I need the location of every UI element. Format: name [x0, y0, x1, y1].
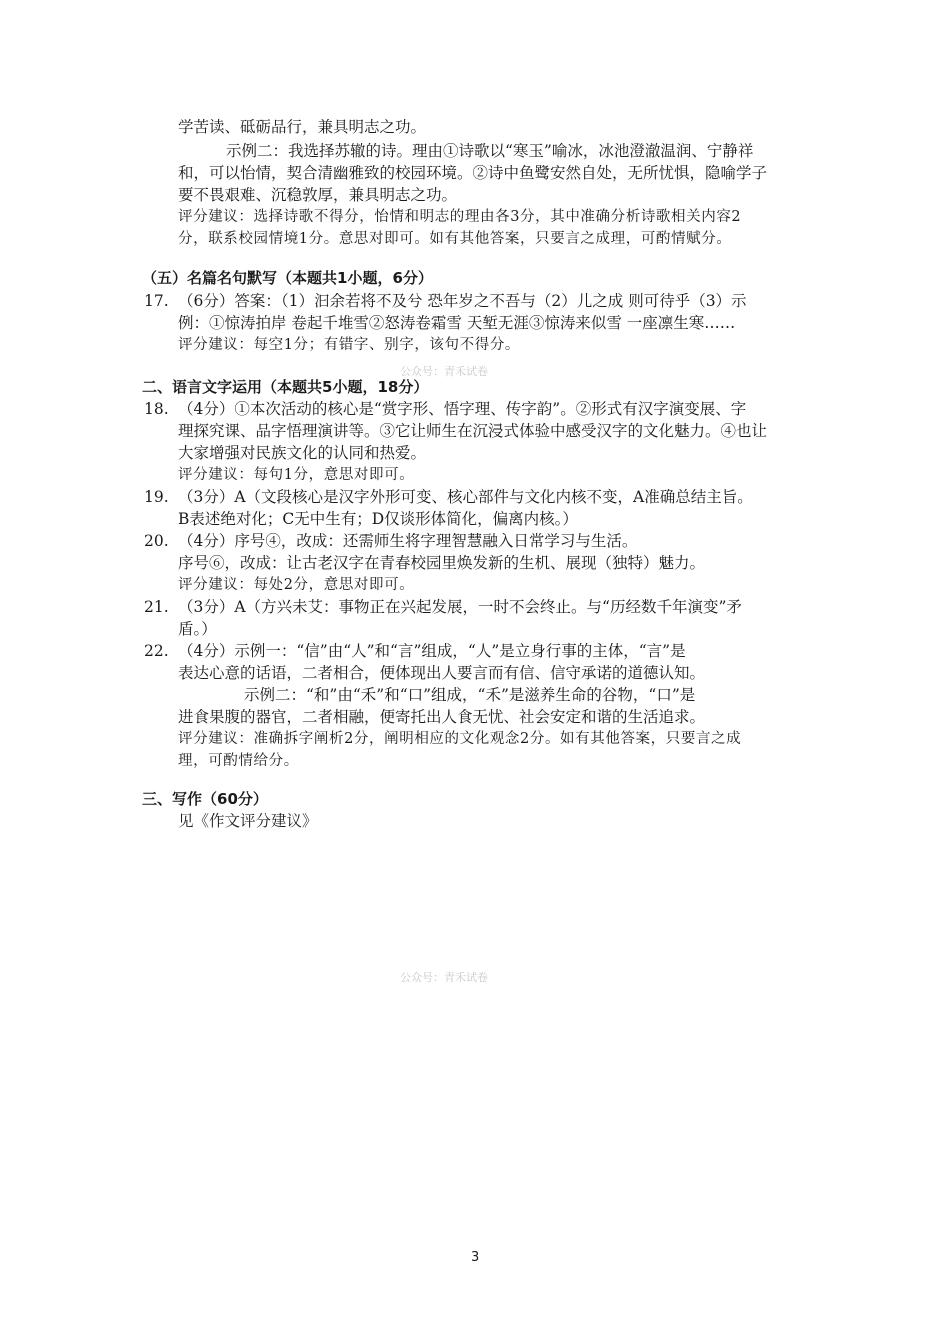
- scoring-note: 评分建议：选择诗歌不得分，怡情和明志的理由各3分，其中准确分析诗歌相关内容2: [178, 209, 742, 225]
- page-number: 3: [471, 1250, 480, 1265]
- scoring-note: 理，可酌情给分。: [178, 753, 299, 769]
- answer-text: 进食果腹的器官，二者相融，便寄托出人食无忧、社会安定和谐的生活追求。: [178, 708, 706, 726]
- question-number: 18.: [144, 400, 169, 418]
- answer-text: （3分）A（文段核心是汉字外形可变、核心部件与文化内核不变，A准确总结主旨。: [178, 488, 753, 506]
- scoring-note: 评分建议：准确拆字阐析2分，阐明相应的文化观念2分。如有其他答案，只要言之成: [178, 731, 742, 747]
- answer-text: 表达心意的话语，二者相合，便体现出人要言而有信、信守承诺的道德认知。: [178, 664, 706, 682]
- question-number: 17.: [144, 292, 169, 310]
- answer-text: 要不畏艰难、沉稳敦厚，兼具明志之功。: [178, 186, 458, 204]
- watermark: 公众号：青禾试卷: [400, 365, 488, 378]
- answer-text: （3分）A（方兴未艾：事物正在兴起发展，一时不会终止。与“历经数千年演变”矛: [178, 598, 742, 616]
- answer-text: 示例二：“和”由“禾”和“口”组成，“禾”是滋养生命的谷物，“口”是: [244, 686, 696, 704]
- answer-text: 示例二：我选择苏辙的诗。理由①诗歌以“寒玉”喻冰，冰池澄澈温润、宁静祥: [226, 142, 754, 160]
- question-17: [144, 290, 747, 312]
- answer-text: （6分）答案：（1）汩余若将不及兮 恐年岁之不吾与（2）儿之成 则可待乎（3）示: [178, 292, 747, 310]
- answer-text: 大家增强对民族文化的认同和热爱。: [178, 444, 427, 462]
- scoring-note: 评分建议：每处2分，意思对即可。: [178, 577, 415, 593]
- question-22: [144, 640, 686, 662]
- question-20: [144, 530, 637, 552]
- answer-text: （4分）示例一：“信”由“人”和“言”组成，“人”是立身行事的主体，“言”是: [178, 642, 686, 660]
- answer-text: 盾。）: [178, 620, 217, 638]
- scoring-note: 评分建议：每空1分；有错字、别字，该句不得分。: [178, 337, 521, 353]
- section-heading: 二、语言文字运用（本题共5小题，18分）: [142, 378, 429, 396]
- section-heading: （五）名篇名句默写（本题共1小题，6分）: [142, 269, 433, 287]
- question-21: [144, 596, 742, 618]
- answer-text: （4分）序号④，改成：还需师生将字理智慧融入日常学习与生活。: [178, 532, 638, 550]
- answer-text: 理探究课、品字悟理演讲等。③它让师生在沉浸式体验中感受汉字的文化魅力。④也让: [178, 422, 768, 440]
- question-number: 20.: [144, 532, 169, 550]
- answer-text: 学苦读、砥砺品行，兼具明志之功。: [178, 118, 427, 136]
- scoring-note: 评分建议：每句1分，意思对即可。: [178, 467, 415, 483]
- answer-text: （4分）①本次活动的核心是“赏字形、悟字理、传字韵”。②形式有汉字演变展、字: [178, 400, 747, 418]
- answer-text: 和，可以怡情，契合清幽雅致的校园环境。②诗中鱼鹭安然自处，无所忧惧，隐喻学子: [178, 164, 768, 182]
- answer-text: B表述绝对化；C无中生有；D仅谈形体简化，偏离内核。）: [178, 510, 578, 528]
- question-number: 19.: [144, 488, 169, 506]
- scoring-note: 分，联系校园情境1分。意思对即可。如有其他答案，只要言之成理，可酌情赋分。: [178, 231, 732, 247]
- question-number: 22.: [144, 642, 169, 660]
- section-heading: 三、写作（60分）: [142, 790, 268, 808]
- watermark: 公众号：青禾试卷: [400, 971, 488, 984]
- question-number: 21.: [144, 598, 169, 616]
- question-18: [144, 398, 746, 420]
- answer-text: 见《作文评分建议》: [178, 812, 318, 830]
- answer-text: 序号⑥，改成：让古老汉字在青春校园里焕发新的生机、展现（独特）魅力。: [178, 554, 706, 572]
- answer-text: 例：①惊涛拍岸 卷起千堆雪②怒涛卷霜雪 天堑无涯③惊涛来似雪 一座凛生寒……: [178, 314, 736, 332]
- question-19: [144, 486, 753, 508]
